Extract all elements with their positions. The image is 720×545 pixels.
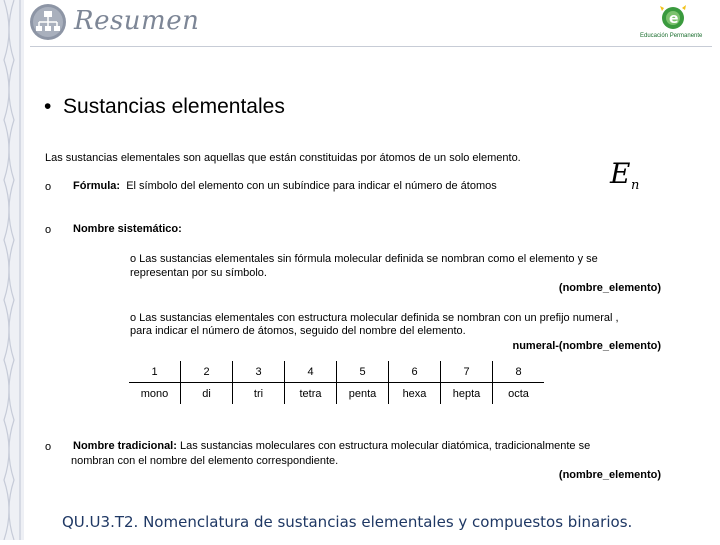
prefix-number: 4	[285, 361, 337, 383]
prefix-number: 7	[441, 361, 493, 383]
prefix-table-names-row	[129, 383, 544, 405]
svg-text:e: e	[669, 11, 679, 27]
prefix-number: 2	[181, 361, 233, 383]
formula-subscript: n	[631, 178, 640, 193]
prefix-number: 8	[493, 361, 545, 383]
bullet-marker: o	[45, 181, 52, 193]
traditional-rule: (nombre_elemento)	[558, 469, 661, 481]
systematic-label: Nombre sistemático:	[73, 223, 182, 235]
formula-item	[73, 179, 497, 193]
sitemap-icon	[28, 2, 68, 42]
formula-label: Fórmula:	[73, 180, 121, 192]
prefix-name: mono	[140, 387, 169, 400]
header-title: Resumen	[74, 6, 200, 36]
traditional-line1	[73, 439, 590, 453]
prefix-name: tetra	[285, 383, 337, 405]
header-divider	[30, 46, 712, 47]
prefix-name: penta	[337, 383, 389, 405]
systematic-sub1-rule: (nombre_elemento)	[558, 282, 661, 294]
logo-text-education: Educación	[640, 33, 669, 39]
formula-symbol: E	[610, 157, 631, 190]
prefix-number: 5	[337, 361, 389, 383]
systematic-sub2-rule: numeral-(nombre_elemento)	[512, 340, 661, 352]
prefix-name: hexa	[389, 383, 441, 405]
prefix-name: di	[181, 383, 233, 405]
systematic-sub1-line1: o Las sustancias elementales sin fórmula molecular definida se nombran como el elemento y se	[130, 253, 598, 265]
main-title-text: Sustancias elementales	[63, 95, 285, 118]
footer-title: QU.U3.T2. Nomenclatura de sustancias elementales y compuestos binarios.	[62, 513, 633, 531]
bullet-marker: o	[45, 441, 52, 453]
traditional-label: Nombre tradicional:	[73, 440, 177, 452]
prefix-name: tri	[233, 383, 285, 405]
main-title: • Sustancias elementales	[44, 95, 285, 118]
prefix-table-numbers-row	[129, 361, 544, 383]
prefix-number: 6	[389, 361, 441, 383]
prefix-table	[129, 361, 544, 404]
formula-text: El símbolo del elemento con un subíndice para indicar el número de átomos	[126, 180, 497, 192]
systematic-sub2-line1: o Las sustancias elementales con estructura molecular definida se nombran con un prefijo numeral ,	[130, 312, 619, 324]
traditional-text-line1: Las sustancias moleculares con estructura molecular diatómica, tradicionalmente se	[179, 440, 591, 452]
prefix-name: octa	[493, 383, 545, 405]
bullet-marker: o	[45, 224, 52, 236]
prefix-number: 1	[129, 361, 181, 383]
prefix-name: hepta	[441, 383, 493, 405]
systematic-sub1-line2: representan por su símbolo.	[130, 267, 267, 279]
intro-text: Las sustancias elementales son aquellas que están constituidas por átomos de un solo elemento.	[45, 152, 521, 164]
left-decoration	[0, 0, 24, 540]
logo-text-permanent: Permanente	[669, 33, 703, 39]
traditional-line2: nombran con el nombre del elemento correspondiente.	[71, 455, 339, 467]
systematic-sub2-line2: para indicar el número de átomos, seguido del nombre del elemento.	[130, 325, 466, 337]
logo-text	[640, 33, 702, 39]
prefix-number: 3	[233, 361, 285, 383]
